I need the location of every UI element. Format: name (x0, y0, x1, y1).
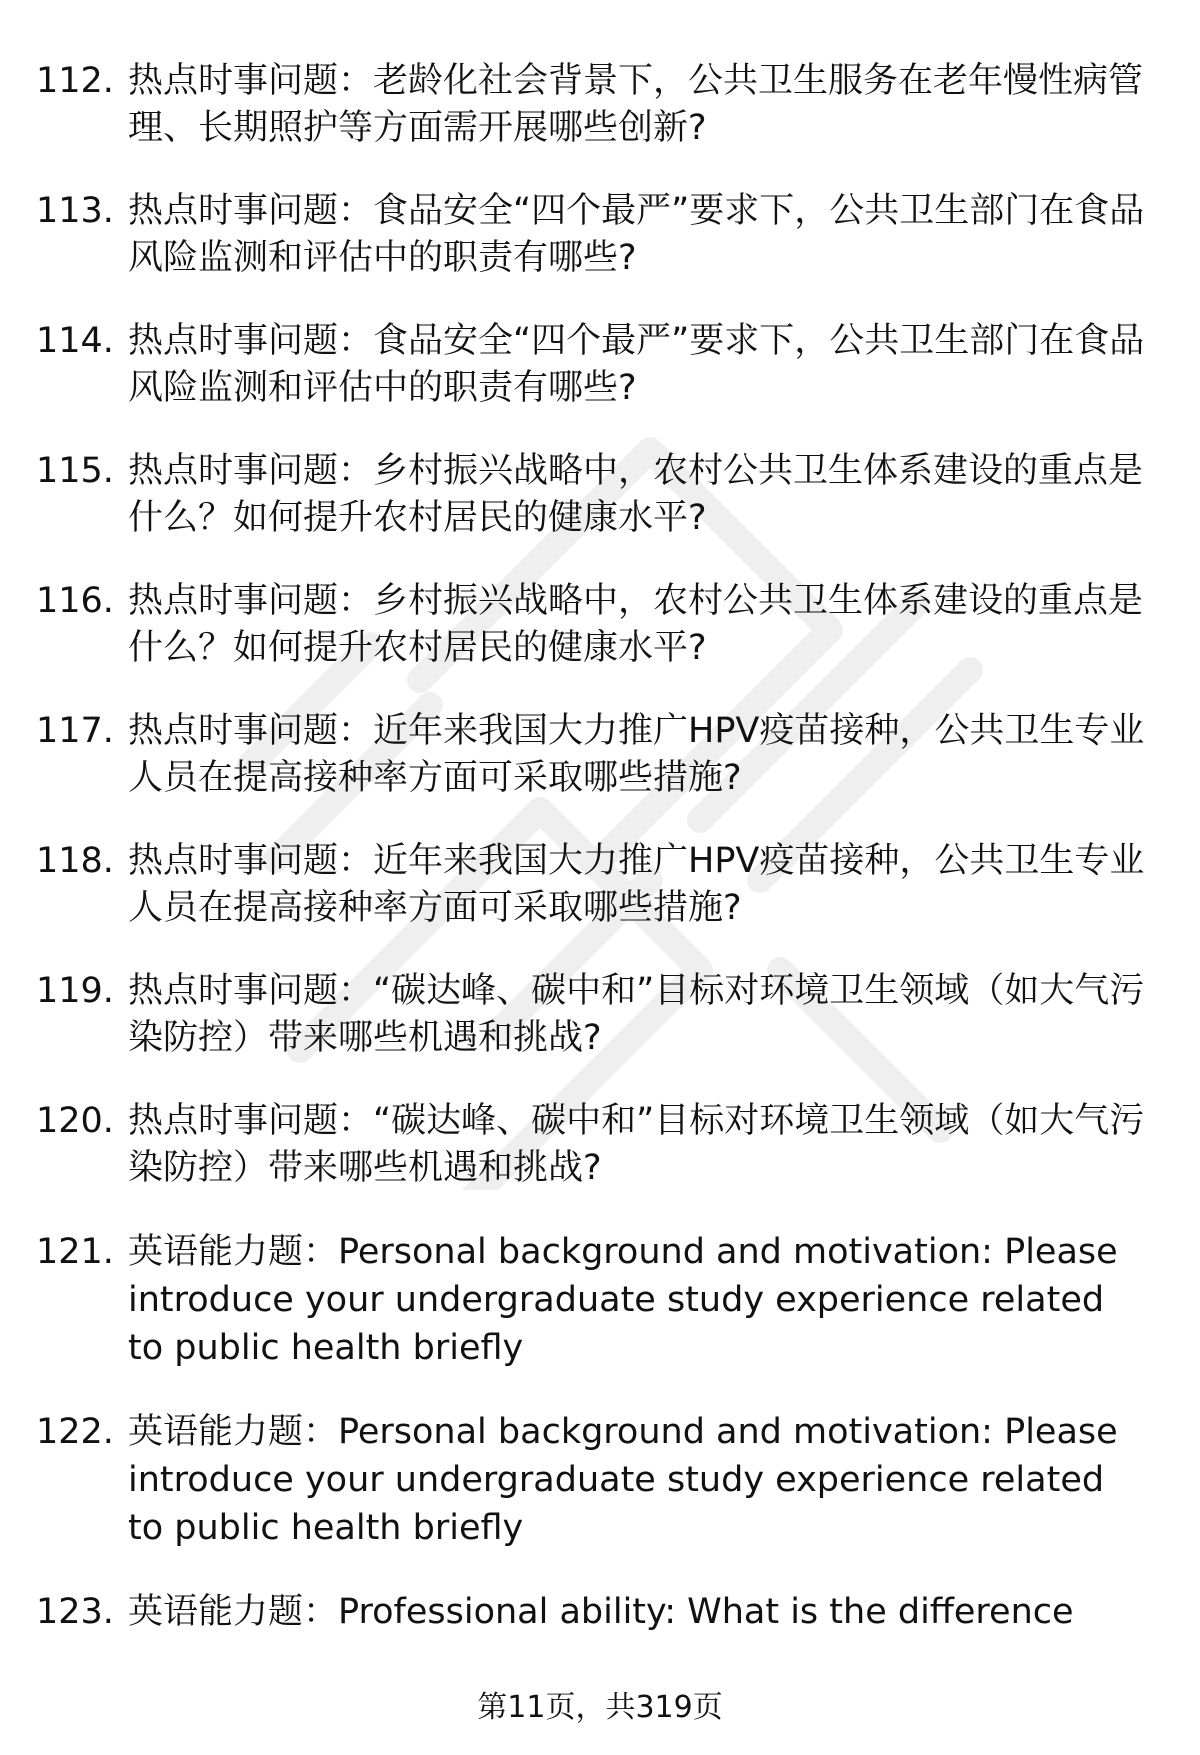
question-number: 123. (36, 1592, 114, 1632)
question-number: 114. (36, 321, 114, 361)
question-item (36, 1408, 1146, 1552)
question-text: 热点时事问题：近年来我国大力推广HPV疫苗接种，公共卫生专业人员在提高接种率方面可采取哪些措施? (128, 841, 1145, 928)
question-text: 英语能力题：Personal background and motivation: Please introduce your undergraduate study experience related to public health briefly (128, 1412, 1118, 1548)
question-text: 热点时事问题：“碳达峰、碳中和”目标对环境卫生领域（如大气污染防控）带来哪些机遇和挑战? (128, 971, 1145, 1058)
page-footer: 第11页，共319页 (477, 1690, 723, 1725)
question-number: 115. (36, 451, 114, 491)
question-text: 热点时事问题：乡村振兴战略中，农村公共卫生体系建设的重点是什么？如何提升农村居民的健康水平? (128, 581, 1144, 668)
question-text: 热点时事问题：近年来我国大力推广HPV疫苗接种，公共卫生专业人员在提高接种率方面可采取哪些措施? (128, 711, 1145, 798)
question-item (36, 708, 1146, 802)
question-item (36, 1098, 1146, 1192)
question-number: 117. (36, 711, 114, 751)
question-number: 121. (36, 1232, 114, 1272)
question-number: 122. (36, 1412, 114, 1452)
question-number: 118. (36, 841, 114, 881)
question-item (36, 838, 1146, 932)
question-number: 116. (36, 581, 114, 621)
question-item (36, 578, 1146, 672)
question-item (36, 58, 1146, 152)
question-list (36, 58, 1146, 1672)
question-text: 热点时事问题：食品安全“四个最严”要求下，公共卫生部门在食品风险监测和评估中的职责有哪些? (128, 191, 1145, 278)
question-text: 热点时事问题：“碳达峰、碳中和”目标对环境卫生领域（如大气污染防控）带来哪些机遇和挑战? (128, 1101, 1145, 1188)
question-text: 英语能力题：Professional ability: What is the difference (128, 1592, 1074, 1632)
question-number: 113. (36, 191, 114, 231)
question-number: 120. (36, 1101, 114, 1141)
question-item (36, 1228, 1146, 1372)
question-item (36, 448, 1146, 542)
question-text: 热点时事问题：老龄化社会背景下，公共卫生服务在老年慢性病管理、长期照护等方面需开展哪些创新? (128, 61, 1144, 148)
question-text: 热点时事问题：食品安全“四个最严”要求下，公共卫生部门在食品风险监测和评估中的职责有哪些? (128, 321, 1145, 408)
question-text: 热点时事问题：乡村振兴战略中，农村公共卫生体系建设的重点是什么？如何提升农村居民的健康水平? (128, 451, 1144, 538)
question-item (36, 1588, 1146, 1636)
question-number: 119. (36, 971, 114, 1011)
question-number: 112. (36, 61, 114, 101)
question-item (36, 318, 1146, 412)
question-text: 英语能力题：Personal background and motivation: Please introduce your undergraduate study experience related to public health briefly (128, 1232, 1118, 1368)
question-item (36, 188, 1146, 282)
question-item (36, 968, 1146, 1062)
